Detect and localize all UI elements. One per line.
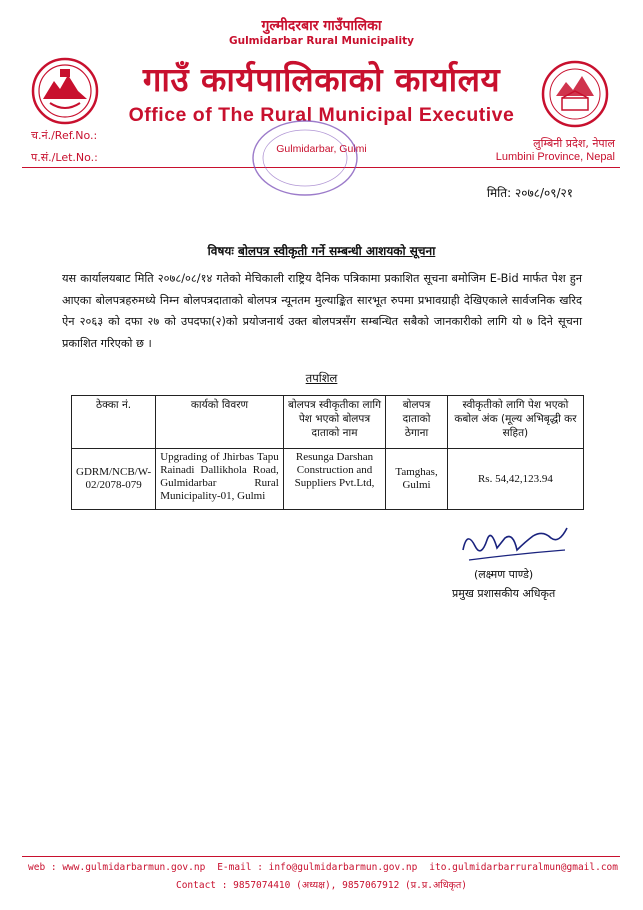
issue-date: मिति: २०७८/०९/२१: [486, 186, 573, 200]
subject-line: [0, 242, 643, 259]
footer-email-1: E-mail : info@gulmidarbarmun.gov.np: [217, 862, 418, 873]
footer-line-1: [28, 862, 618, 873]
col-address: बोलपत्र दाताको ठेगाना: [386, 396, 448, 449]
footer-contact: Contact : 9857074410 (अध्यक्ष), 9857067912 (प्र.प्र.अधिकृत): [175, 880, 467, 891]
col-contract-no: ठेक्का नं.: [72, 396, 156, 449]
footer-divider: [22, 856, 620, 857]
col-amount: स्वीकृतीको लागि पेश भएको कबोल अंक (मूल्य अभिबृद्धी कर सहित): [447, 396, 583, 449]
office-title-en: Office of The Rural Municipal Executive: [128, 104, 515, 126]
letter-no-label: प.सं./Let.No.:: [31, 151, 98, 164]
office-stamp: [250, 118, 360, 198]
province-en: Lumbini Province, Nepal: [495, 151, 615, 163]
col-description: कार्यको विवरण: [156, 396, 284, 449]
signatory-title: प्रमुख प्रशासकीय अधिकृत: [452, 587, 556, 600]
subject-text: बोलपत्र स्वीकृती गर्ने सम्बन्धी आशयको सूचना: [237, 244, 436, 258]
cell-contract-no: GDRM/NCB/W-02/2078-079: [72, 449, 156, 510]
municipality-name-np: गुल्मीदरबार गाउँपालिका: [261, 18, 382, 34]
office-place: Gulmidarbar, Gulmi: [276, 143, 367, 155]
col-bidder: बोलपत्र स्वीकृतीका लागि पेश भएको बोलपत्र दाताको नाम: [283, 396, 385, 449]
footer-email-2: ito.gulmidarbarruralmun@gmail.com: [429, 862, 618, 873]
details-heading: तपशिल: [305, 371, 338, 385]
province-np: लुम्बिनी प्रदेश, नेपाल: [533, 137, 615, 150]
signatory-name: (लक्ष्मण पाण्डे): [474, 568, 534, 581]
office-title-np: गाउँ कार्यपालिकाको कार्यालय: [142, 60, 501, 99]
subject-prefix: विषयः: [207, 244, 234, 258]
table-row: [72, 449, 584, 510]
notice-body: यस कार्यालयबाट मिति २०७८/०८/१४ गतेको मेचिकाली राष्ट्रिय दैनिक पत्रिकामा प्रकाशित सूचना बमोजिम E-Bid मार्फत पेश हुन आएका बोलपत्रहरुमध्ये निम्न बोलपत्रदाताको बोलपत्र न्यूनतम मुल्याङ्कित सारभूत रुपमा प्रभावग्राही देखिएकाले सार्वजनिक खरिद ऐन २०६३ को दफा २७ को उपदफा(२)को प्रयोजनार्थ उक्त बोलपत्रसँग सम्बन्धित सबैको जानकारीको लागि यो ७ दिने सूचना प्रकाशित गरिएको छ ।: [62, 272, 582, 350]
footer-web: web : www.gulmidarbarmun.gov.np: [28, 862, 206, 873]
cell-amount: Rs. 54,42,123.94: [447, 449, 583, 510]
signature-mark: [455, 520, 575, 568]
bid-table: [71, 395, 584, 510]
table-header-row: [72, 396, 584, 449]
cell-bidder: Resunga Darshan Construction and Suppliers Pvt.Ltd,: [283, 449, 385, 510]
cell-address: Tamghas, Gulmi: [386, 449, 448, 510]
cell-description: Upgrading of Jhirbas Tapu Rainadi Dallikhola Road, Gulmidarbar Rural Municipality-01, Gulmi: [156, 449, 284, 510]
municipality-name-en: Gulmidarbar Rural Municipality: [228, 35, 414, 47]
ref-no-label: च.नं./Ref.No.:: [31, 129, 98, 142]
